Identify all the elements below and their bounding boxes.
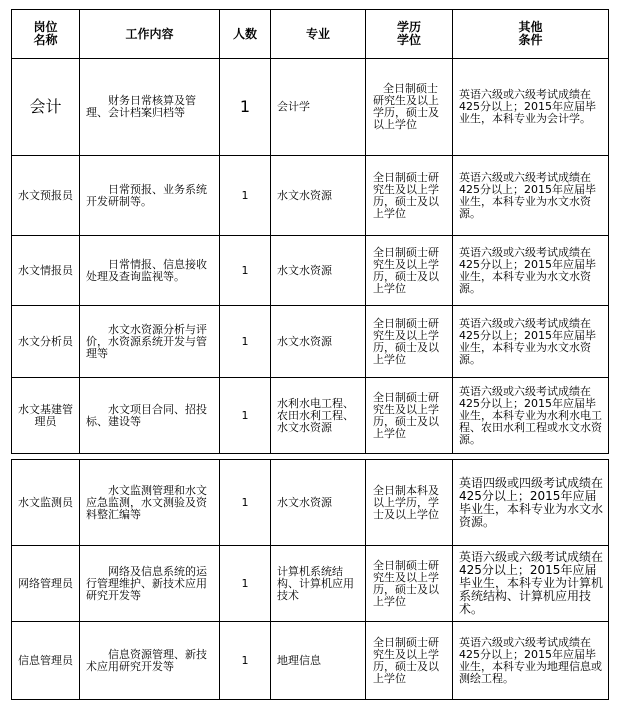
table-row: [12, 622, 609, 700]
education: 全日制硕士研究生及以上学历，硕士及以上学位: [366, 622, 453, 700]
duty-text: 财务日常核算及管理、会计档案归档等: [80, 59, 220, 156]
major: 水文水资源: [271, 156, 366, 236]
table-row: [12, 460, 609, 546]
duty-text: 网络及信息系统的运行管理维护、新技术应用研究开发等: [80, 546, 220, 622]
position-name: 水文分析员: [12, 306, 80, 378]
header-conditions: 其他 条件: [453, 10, 609, 59]
headcount: 1: [220, 59, 271, 156]
major: 水文水资源: [271, 460, 366, 546]
table-row: [12, 306, 609, 378]
duty-text: 信息资源管理、新技术应用研究开发等: [80, 622, 220, 700]
duty-text: 日常预报、业务系统开发研制等。: [80, 156, 220, 236]
education: 全日制本科及以上学历，学士及以上学位: [366, 460, 453, 546]
conditions: 英语六级或六级考试成绩在425分以上；2015年应届毕业生，本科专业为水利水电工程、农田水利工程或水文水资源。: [453, 378, 609, 454]
header-education: 学历 学位: [366, 10, 453, 59]
major: 水文水资源: [271, 236, 366, 306]
position-name: 水文情报员: [12, 236, 80, 306]
position-name: 水文预报员: [12, 156, 80, 236]
headcount: 1: [220, 460, 271, 546]
major: 会计学: [271, 59, 366, 156]
table-row: [12, 156, 609, 236]
headcount: 1: [220, 546, 271, 622]
recruitment-table-part-1: [11, 9, 609, 454]
education: 全日制硕士研究生及以上学历，硕士及以上学位: [366, 156, 453, 236]
conditions: 英语六级或六级考试成绩在425分以上；2015年应届毕业生，本科专业为计算机系统结构、计算机应用技术。: [453, 546, 609, 622]
headcount: 1: [220, 306, 271, 378]
header-position: 岗位 名称: [12, 10, 80, 59]
position-name: 会计: [12, 59, 80, 156]
conditions: 英语六级或六级考试成绩在425分以上；2015年应届毕业生，本科专业为水文水资源。: [453, 306, 609, 378]
header-major: 专业: [271, 10, 366, 59]
headcount: 1: [220, 622, 271, 700]
duty-text: 水文水资源分析与评价，水资源系统开发与管理等: [80, 306, 220, 378]
header-count: 人数: [220, 10, 271, 59]
conditions: 英语六级或六级考试成绩在425分以上；2015年应届毕业生，本科专业为地理信息或测绘工程。: [453, 622, 609, 700]
major: 水文水资源: [271, 306, 366, 378]
conditions: 英语六级或六级考试成绩在425分以上；2015年应届毕业生，本科专业为会计学。: [453, 59, 609, 156]
education: 全日制硕士研究生及以上学历，硕士及以上学位: [366, 378, 453, 454]
position-name: 水文基建管理员: [12, 378, 80, 454]
table-row: [12, 546, 609, 622]
header-row: [12, 10, 609, 59]
duty-text: 水文监测管理和水文应急监测，水文测验及资料整汇编等: [80, 460, 220, 546]
position-name: 水文监测员: [12, 460, 80, 546]
duty-text: 日常情报、信息接收处理及查询监视等。: [80, 236, 220, 306]
major: 水利水电工程、农田水利工程、水文水资源: [271, 378, 366, 454]
recruitment-table-part-2: [11, 459, 609, 700]
major: 计算机系统结构、计算机应用技术: [271, 546, 366, 622]
education: 全日制硕士研究生及以上学历，硕士及以上学位: [366, 59, 453, 156]
position-name: 信息管理员: [12, 622, 80, 700]
major: 地理信息: [271, 622, 366, 700]
table-row: [12, 59, 609, 156]
headcount: 1: [220, 378, 271, 454]
header-duty: 工作内容: [80, 10, 220, 59]
conditions: 英语六级或六级考试成绩在425分以上；2015年应届毕业生，本科专业为水文水资源。: [453, 156, 609, 236]
headcount: 1: [220, 156, 271, 236]
duty-text: 水文项目合同、招投标、建设等: [80, 378, 220, 454]
education: 全日制硕士研究生及以上学历，硕士及以上学位: [366, 236, 453, 306]
headcount: 1: [220, 236, 271, 306]
position-name: 网络管理员: [12, 546, 80, 622]
table-row: [12, 236, 609, 306]
education: 全日制硕士研究生及以上学历，硕士及以上学位: [366, 546, 453, 622]
table-row: [12, 378, 609, 454]
conditions: 英语四级或四级考试成绩在425分以上；2015年应届毕业生，本科专业为水文水资源。: [453, 460, 609, 546]
education: 全日制硕士研究生及以上学历，硕士及以上学位: [366, 306, 453, 378]
conditions: 英语六级或六级考试成绩在425分以上；2015年应届毕业生，本科专业为水文水资源。: [453, 236, 609, 306]
